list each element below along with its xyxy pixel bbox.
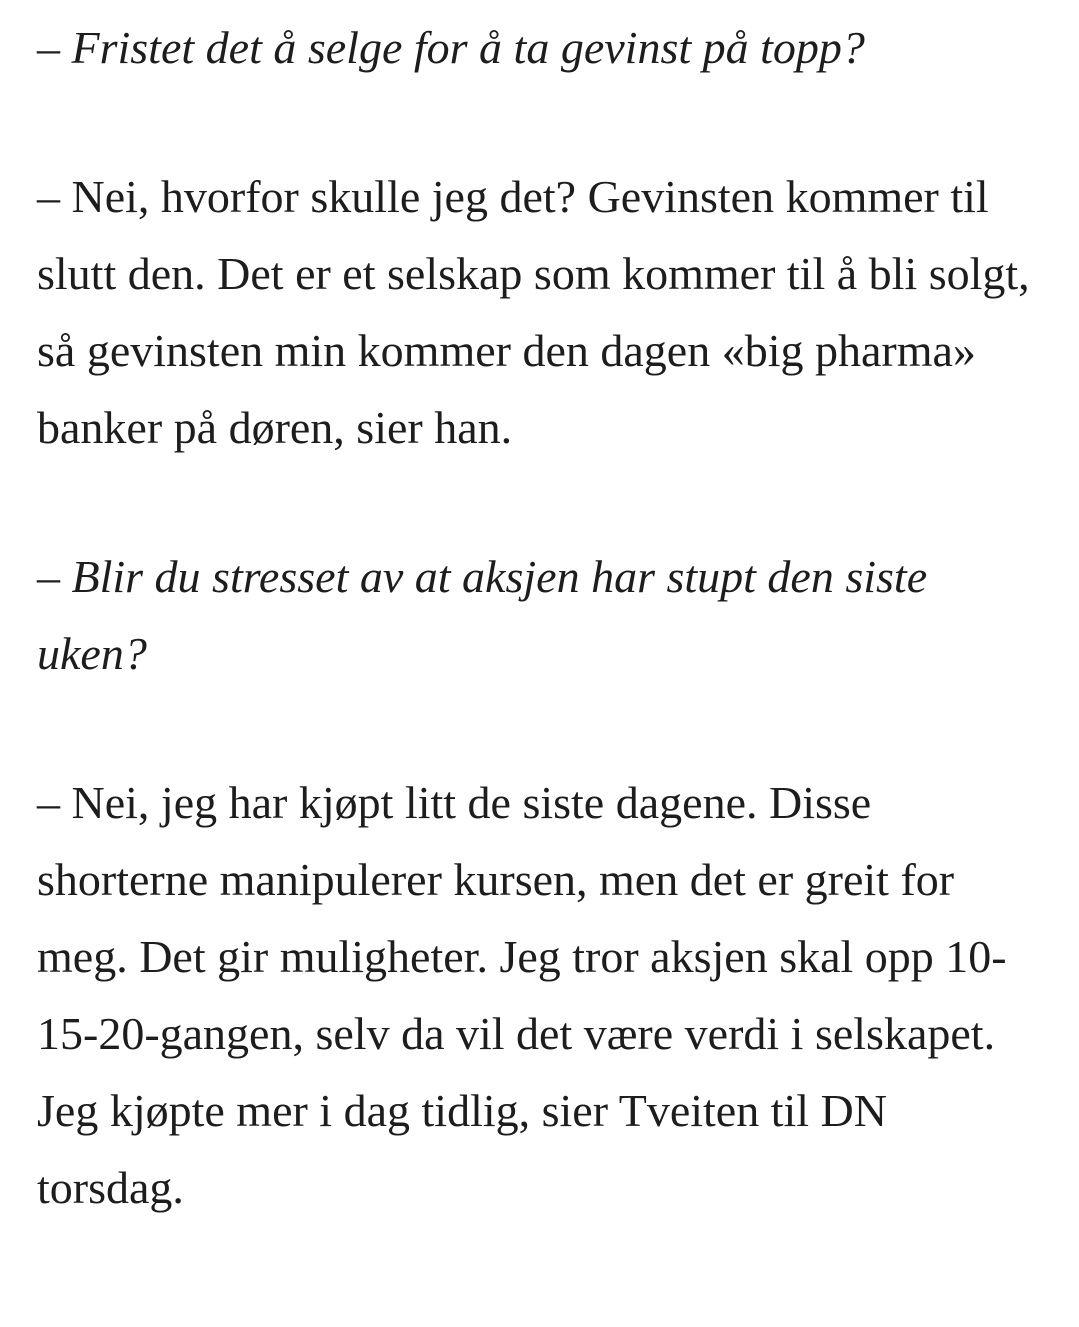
interview-answer-2: – Nei, jeg har kjøpt litt de siste dagene. Disse shorterne manipulerer kursen, men det er greit for meg. Det gir muligheter. Jeg tror aksjen skal opp 10-15-20-gangen, selv da vil det være verdi i selskapet. Jeg kjøpte mer i dag tidlig, sier Tveiten til DN torsdag. [37, 777, 1007, 1213]
interview-question-2: – Blir du stresset av at aksjen har stupt den siste uken? [37, 551, 928, 679]
interview-answer-1: – Nei, hvorfor skulle jeg det? Gevinsten kommer til slutt den. Det er et selskap som kommer til å bli solgt, så gevinsten min kommer den dagen «big pharma» banker på døren, sier han. [37, 171, 1030, 453]
interview-question-1: – Fristet det å selge for å ta gevinst på topp? [37, 22, 865, 73]
